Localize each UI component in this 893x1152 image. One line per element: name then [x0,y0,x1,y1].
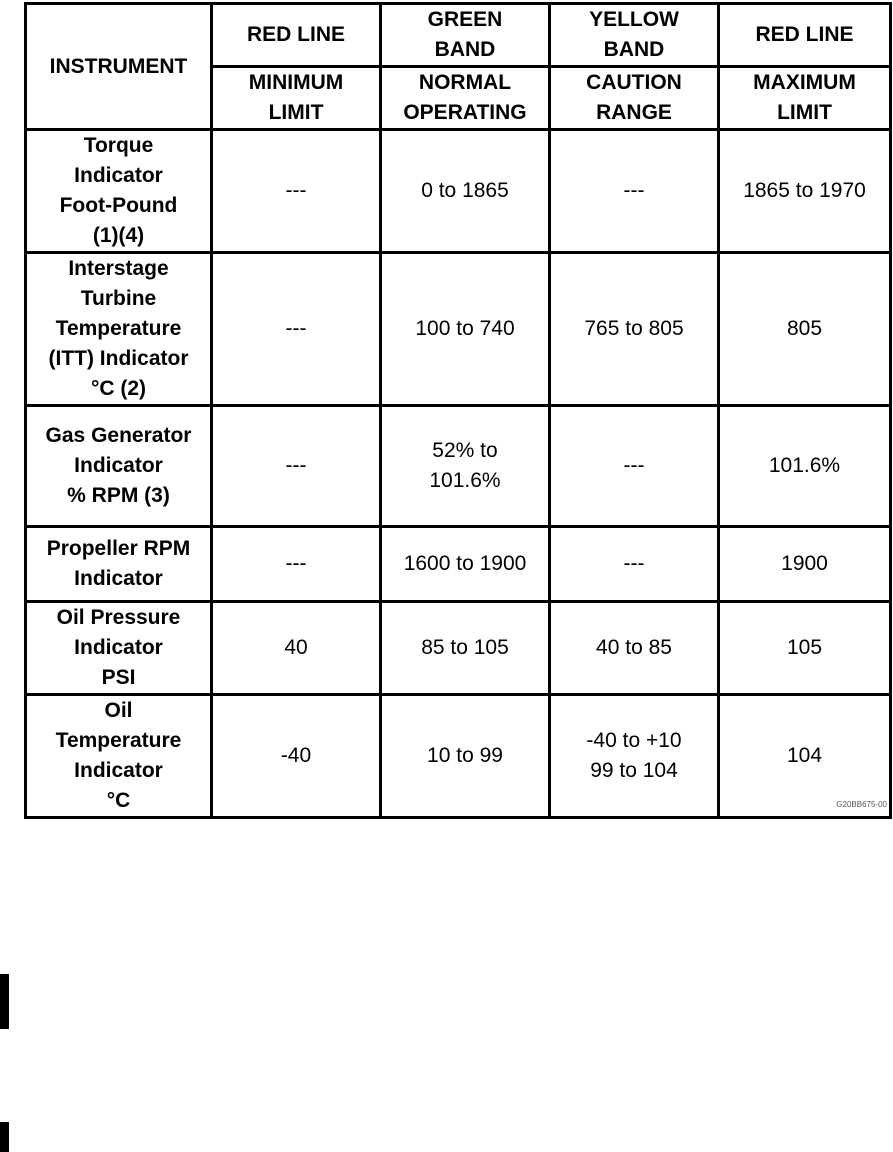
instrument-cell [26,406,212,527]
header-minimum-limit-line: LIMIT [268,101,324,124]
instrument-line: Torque [83,134,154,157]
table-row-gas-generator [26,406,891,527]
instrument-line: Temperature [55,317,182,340]
header-caution-range [550,67,719,130]
instrument-cell [26,695,212,818]
header-green-band-line: GREEN [427,8,503,31]
instrument-markings-table-wrapper [24,2,889,819]
table-row-itt [26,253,891,406]
header-caution-range-line: RANGE [596,101,672,124]
minimum-limit-cell: 40 [212,602,381,695]
header-normal-operating-line: OPERATING [403,101,527,124]
minimum-limit-cell: -40 [212,695,381,818]
instrument-cell [26,527,212,602]
instrument-cell [26,602,212,695]
instrument-line: Indicator [74,759,163,782]
instrument-line: Indicator [74,636,163,659]
normal-operating-cell: 10 to 99 [381,695,550,818]
header-minimum-limit-line: MINIMUM [248,71,344,94]
instrument-line: Foot-Pound [59,194,178,217]
caution-range-cell: --- [550,527,719,602]
instrument-line: Indicator [74,567,163,590]
minimum-limit-cell: --- [212,406,381,527]
instrument-line: °C (2) [90,377,147,400]
header-yellow-band-line: BAND [603,38,665,61]
instrument-line: Oil Pressure [56,606,181,629]
instrument-line: Turbine [80,287,157,310]
instrument-line: Propeller RPM [46,537,191,560]
maximum-limit-cell: 101.6% [719,406,891,527]
caution-range-line: -40 to +10 [586,729,682,752]
header-green-band [381,4,550,67]
instrument-line: Temperature [55,729,182,752]
header-instrument: INSTRUMENT [26,4,212,130]
header-red-line-maximum: RED LINE [719,4,891,67]
normal-operating-line: 52% to [432,439,498,462]
normal-operating-cell: 1600 to 1900 [381,527,550,602]
minimum-limit-cell: --- [212,527,381,602]
caution-range-cell: --- [550,406,719,527]
normal-operating-line: 101.6% [429,469,501,492]
header-maximum-limit-line: LIMIT [777,101,832,124]
maximum-limit-cell: 104 [719,695,891,818]
minimum-limit-cell: --- [212,253,381,406]
header-row-top [26,4,891,67]
header-maximum-limit [719,67,891,130]
header-normal-operating [381,67,550,130]
header-red-line-minimum: RED LINE [212,4,381,67]
change-bar [0,1122,9,1152]
normal-operating-cell: 100 to 740 [381,253,550,406]
caution-range-cell: 40 to 85 [550,602,719,695]
instrument-markings-table [24,2,892,819]
maximum-limit-cell: 1900 [719,527,891,602]
header-caution-range-line: CAUTION [586,71,682,94]
instrument-line: Indicator [74,454,163,477]
instrument-line: Indicator [74,164,163,187]
header-yellow-band [550,4,719,67]
instrument-cell [26,130,212,253]
normal-operating-cell: 0 to 1865 [381,130,550,253]
normal-operating-cell [381,406,550,527]
table-row-propeller-rpm [26,527,891,602]
header-normal-operating-line: NORMAL [418,71,512,94]
maximum-limit-cell: 805 [719,253,891,406]
normal-operating-cell: 85 to 105 [381,602,550,695]
figure-id: G20BB675-00 [836,800,887,809]
instrument-line: (1)(4) [92,224,145,247]
instrument-line: °C [106,789,131,812]
caution-range-cell: 765 to 805 [550,253,719,406]
table-row-torque [26,130,891,253]
instrument-line: Oil [104,699,133,722]
table-row-oil-pressure [26,602,891,695]
maximum-limit-cell: 1865 to 1970 [719,130,891,253]
instrument-line: Interstage [68,257,169,280]
maximum-limit-cell: 105 [719,602,891,695]
caution-range-cell: --- [550,130,719,253]
table-row-oil-temperature [26,695,891,818]
minimum-limit-cell: --- [212,130,381,253]
caution-range-cell [550,695,719,818]
instrument-cell [26,253,212,406]
instrument-line: Gas Generator [45,424,192,447]
header-yellow-band-line: YELLOW [589,8,679,31]
instrument-line: (ITT) Indicator [48,347,189,370]
header-green-band-line: BAND [434,38,496,61]
instrument-line: % RPM (3) [67,484,170,507]
change-bar [0,974,9,1029]
caution-range-line: 99 to 104 [590,759,678,782]
instrument-line: PSI [101,666,136,689]
header-minimum-limit [212,67,381,130]
header-maximum-limit-line: MAXIMUM [753,71,856,94]
